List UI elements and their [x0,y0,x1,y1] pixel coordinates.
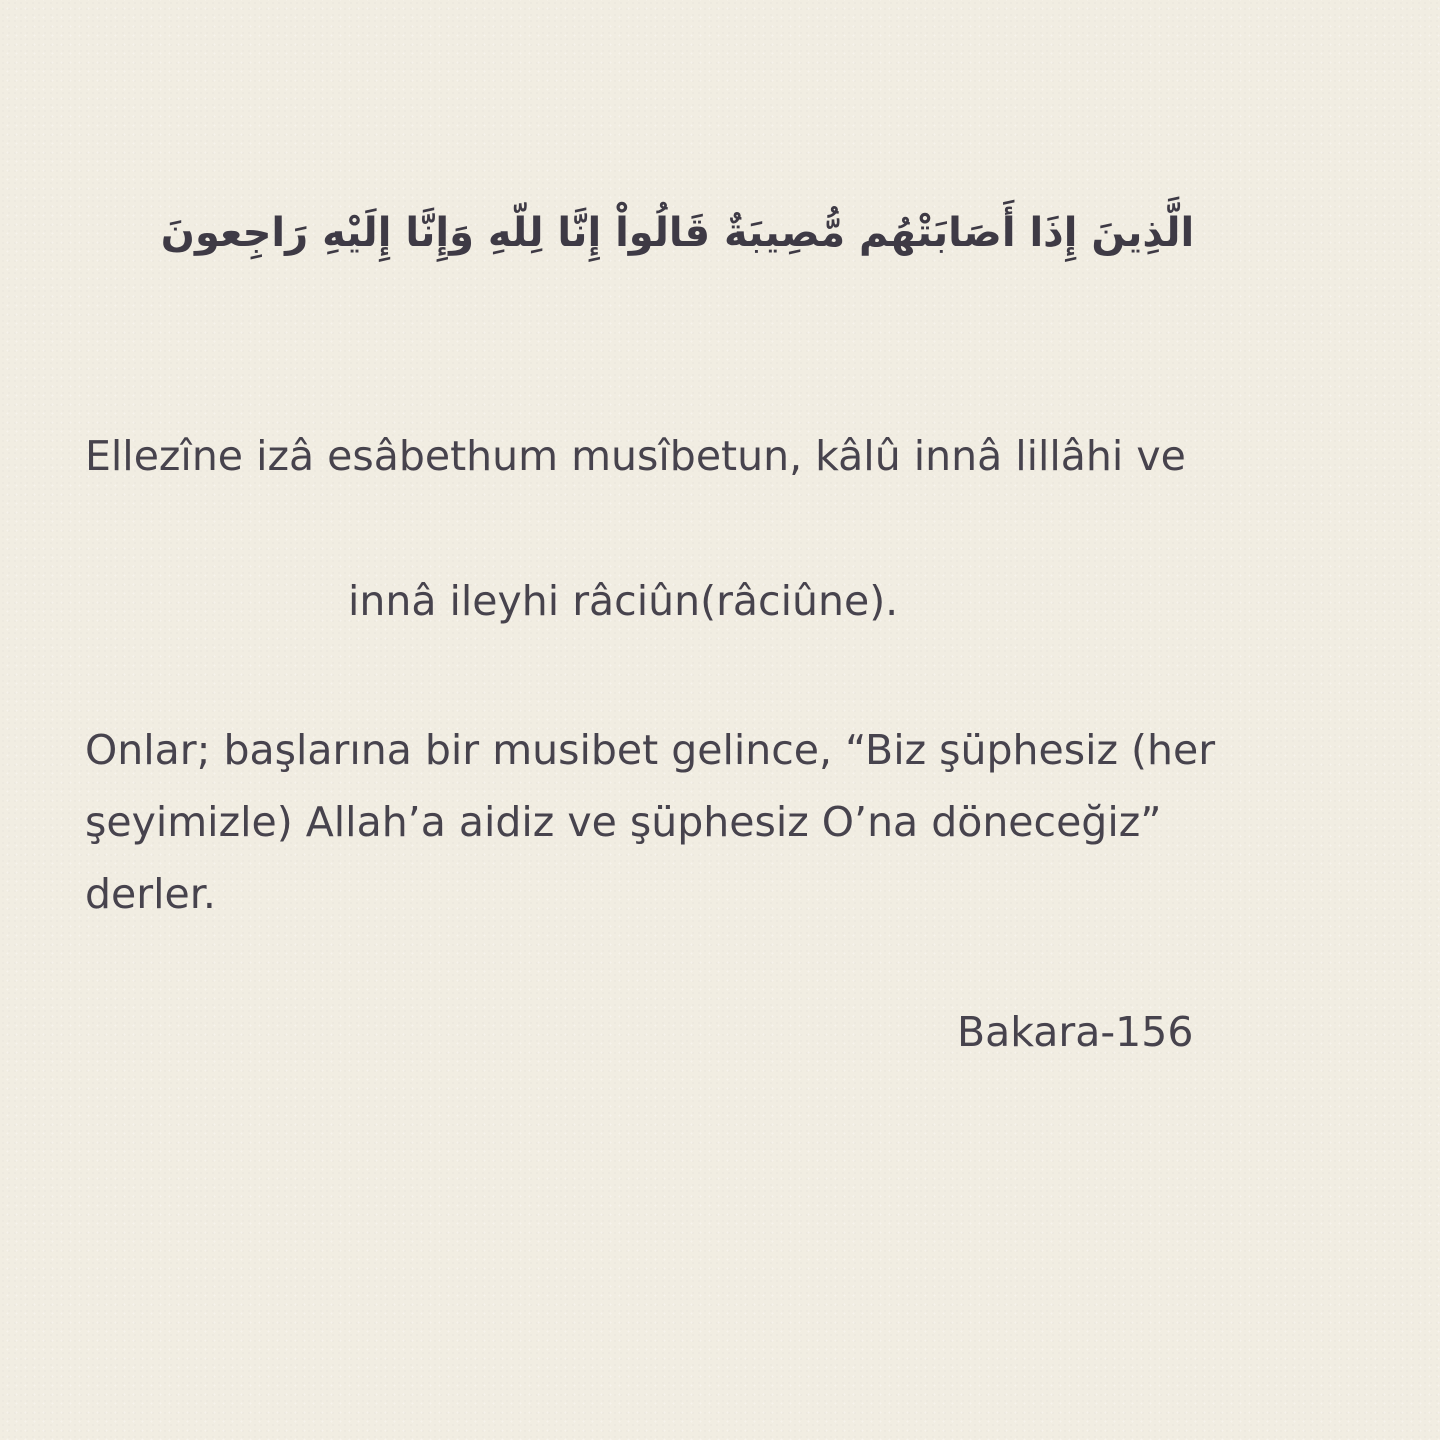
transliteration-line-1: Ellezîne izâ esâbethum musîbetun, kâlû innâ lillâhi ve [85,432,1186,480]
verse-meaning-text: Onlar; başlarına bir musibet gelince, “Biz şüphesiz (her şeyimizle) Allah’a aidiz ve şüphesiz O’na döneceğiz” derler. [85,726,1216,918]
verse-source-reference: Bakara-156 [957,1008,1194,1056]
arabic-verse-text: الَّذِينَ إِذَا أَصَابَتْهُم مُّصِيبَةٌ قَالُواْ إِنَّا لِلّهِ وَإِنَّا إِلَيْهِ رَاجِعونَ [160,210,1195,256]
transliteration-line-2: innâ ileyhi râciûn(râciûne). [348,577,899,625]
